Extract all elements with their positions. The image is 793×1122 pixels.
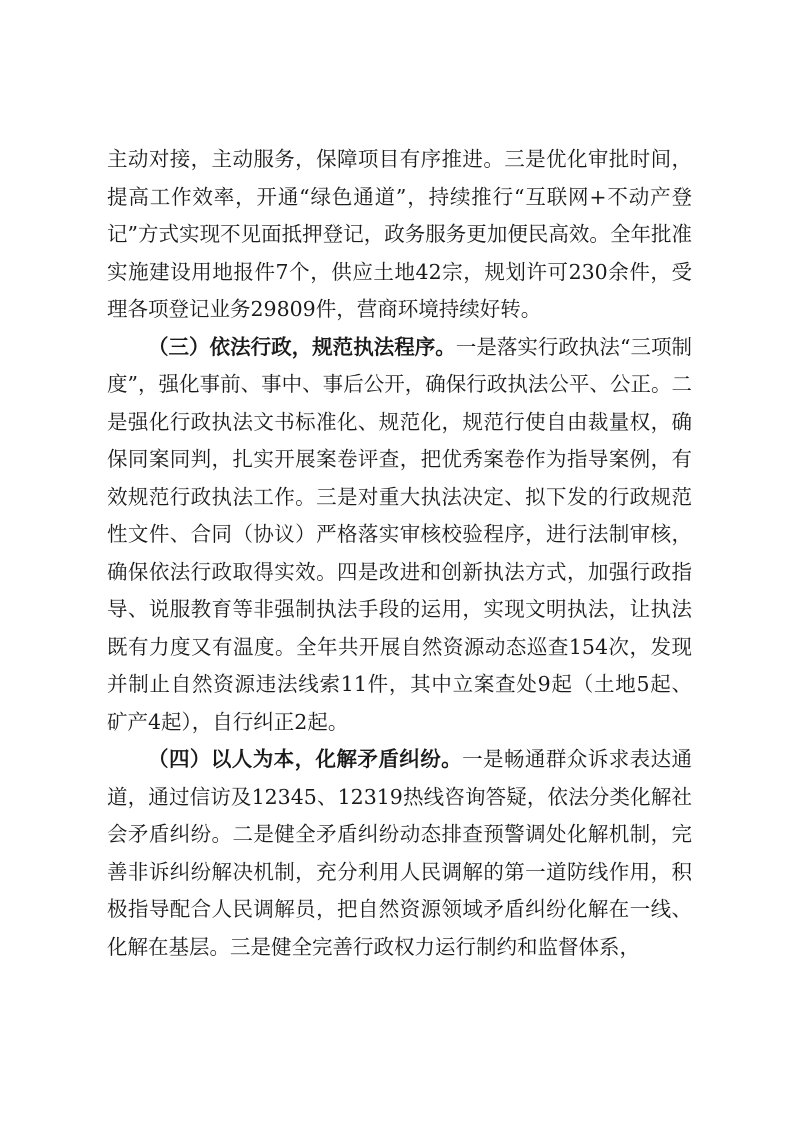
paragraph-2 xyxy=(107,329,692,742)
paragraph-1 xyxy=(107,141,692,329)
document-body xyxy=(107,141,692,966)
section-heading-4: （四）以人为本，化解矛盾纠纷。 xyxy=(148,747,463,771)
paragraph-2-text: 一是落实行政执法“三项制度”，强化事前、事中、事后公开，确保行政执法公平、公正。二是强化行政执法文书标准化、规范化，规范行使自由裁量权，确保同案同判，扎实开展案卷评查，把优秀案卷作为指导案例，有效规范行政执法工作。三是对重大执法决定、拟下发的行政规范性文件、合同（协议）严格落实审核校验程序，进行法制审核，确保依法行政取得实效。四是改进和创新执法方式，加强行政指导、说服教育等非强制执法手段的运用，实现文明执法，让执法既有力度又有温度。全年共开展自然资源动态巡查154次，发现并制止自然资源违法线索11件，其中立案查处9起（土地5起、矿产4起），自行纠正2起。 xyxy=(107,334,692,734)
paragraph-3-text: 一是畅通群众诉求表达通道，通过信访及12345、12319热线咨询答疑，依法分类化解社会矛盾纠纷。二是健全矛盾纠纷动态排查预警调处化解机制，完善非诉纠纷解决机制，充分利用人民调解的第一道防线作用，积极指导配合人民调解员，把自然资源领域矛盾纠纷化解在一线、化解在基层。三是健全完善行政权力运行制约和监督体系， xyxy=(107,747,693,959)
paragraph-1-text: 主动对接，主动服务，保障项目有序推进。三是优化审批时间，提高工作效率，开通“绿色通道”，持续推行“互联网+不动产登记”方式实现不见面抵押登记，政务服务更加便民高效。全年批准实施建设用地报件7个，供应土地42宗，规划许可230余件，受理各项登记业务29809件，营商环境持续好转。 xyxy=(107,147,692,321)
section-heading-3: （三）依法行政，规范执法程序。 xyxy=(148,334,456,359)
paragraph-3 xyxy=(107,741,692,966)
